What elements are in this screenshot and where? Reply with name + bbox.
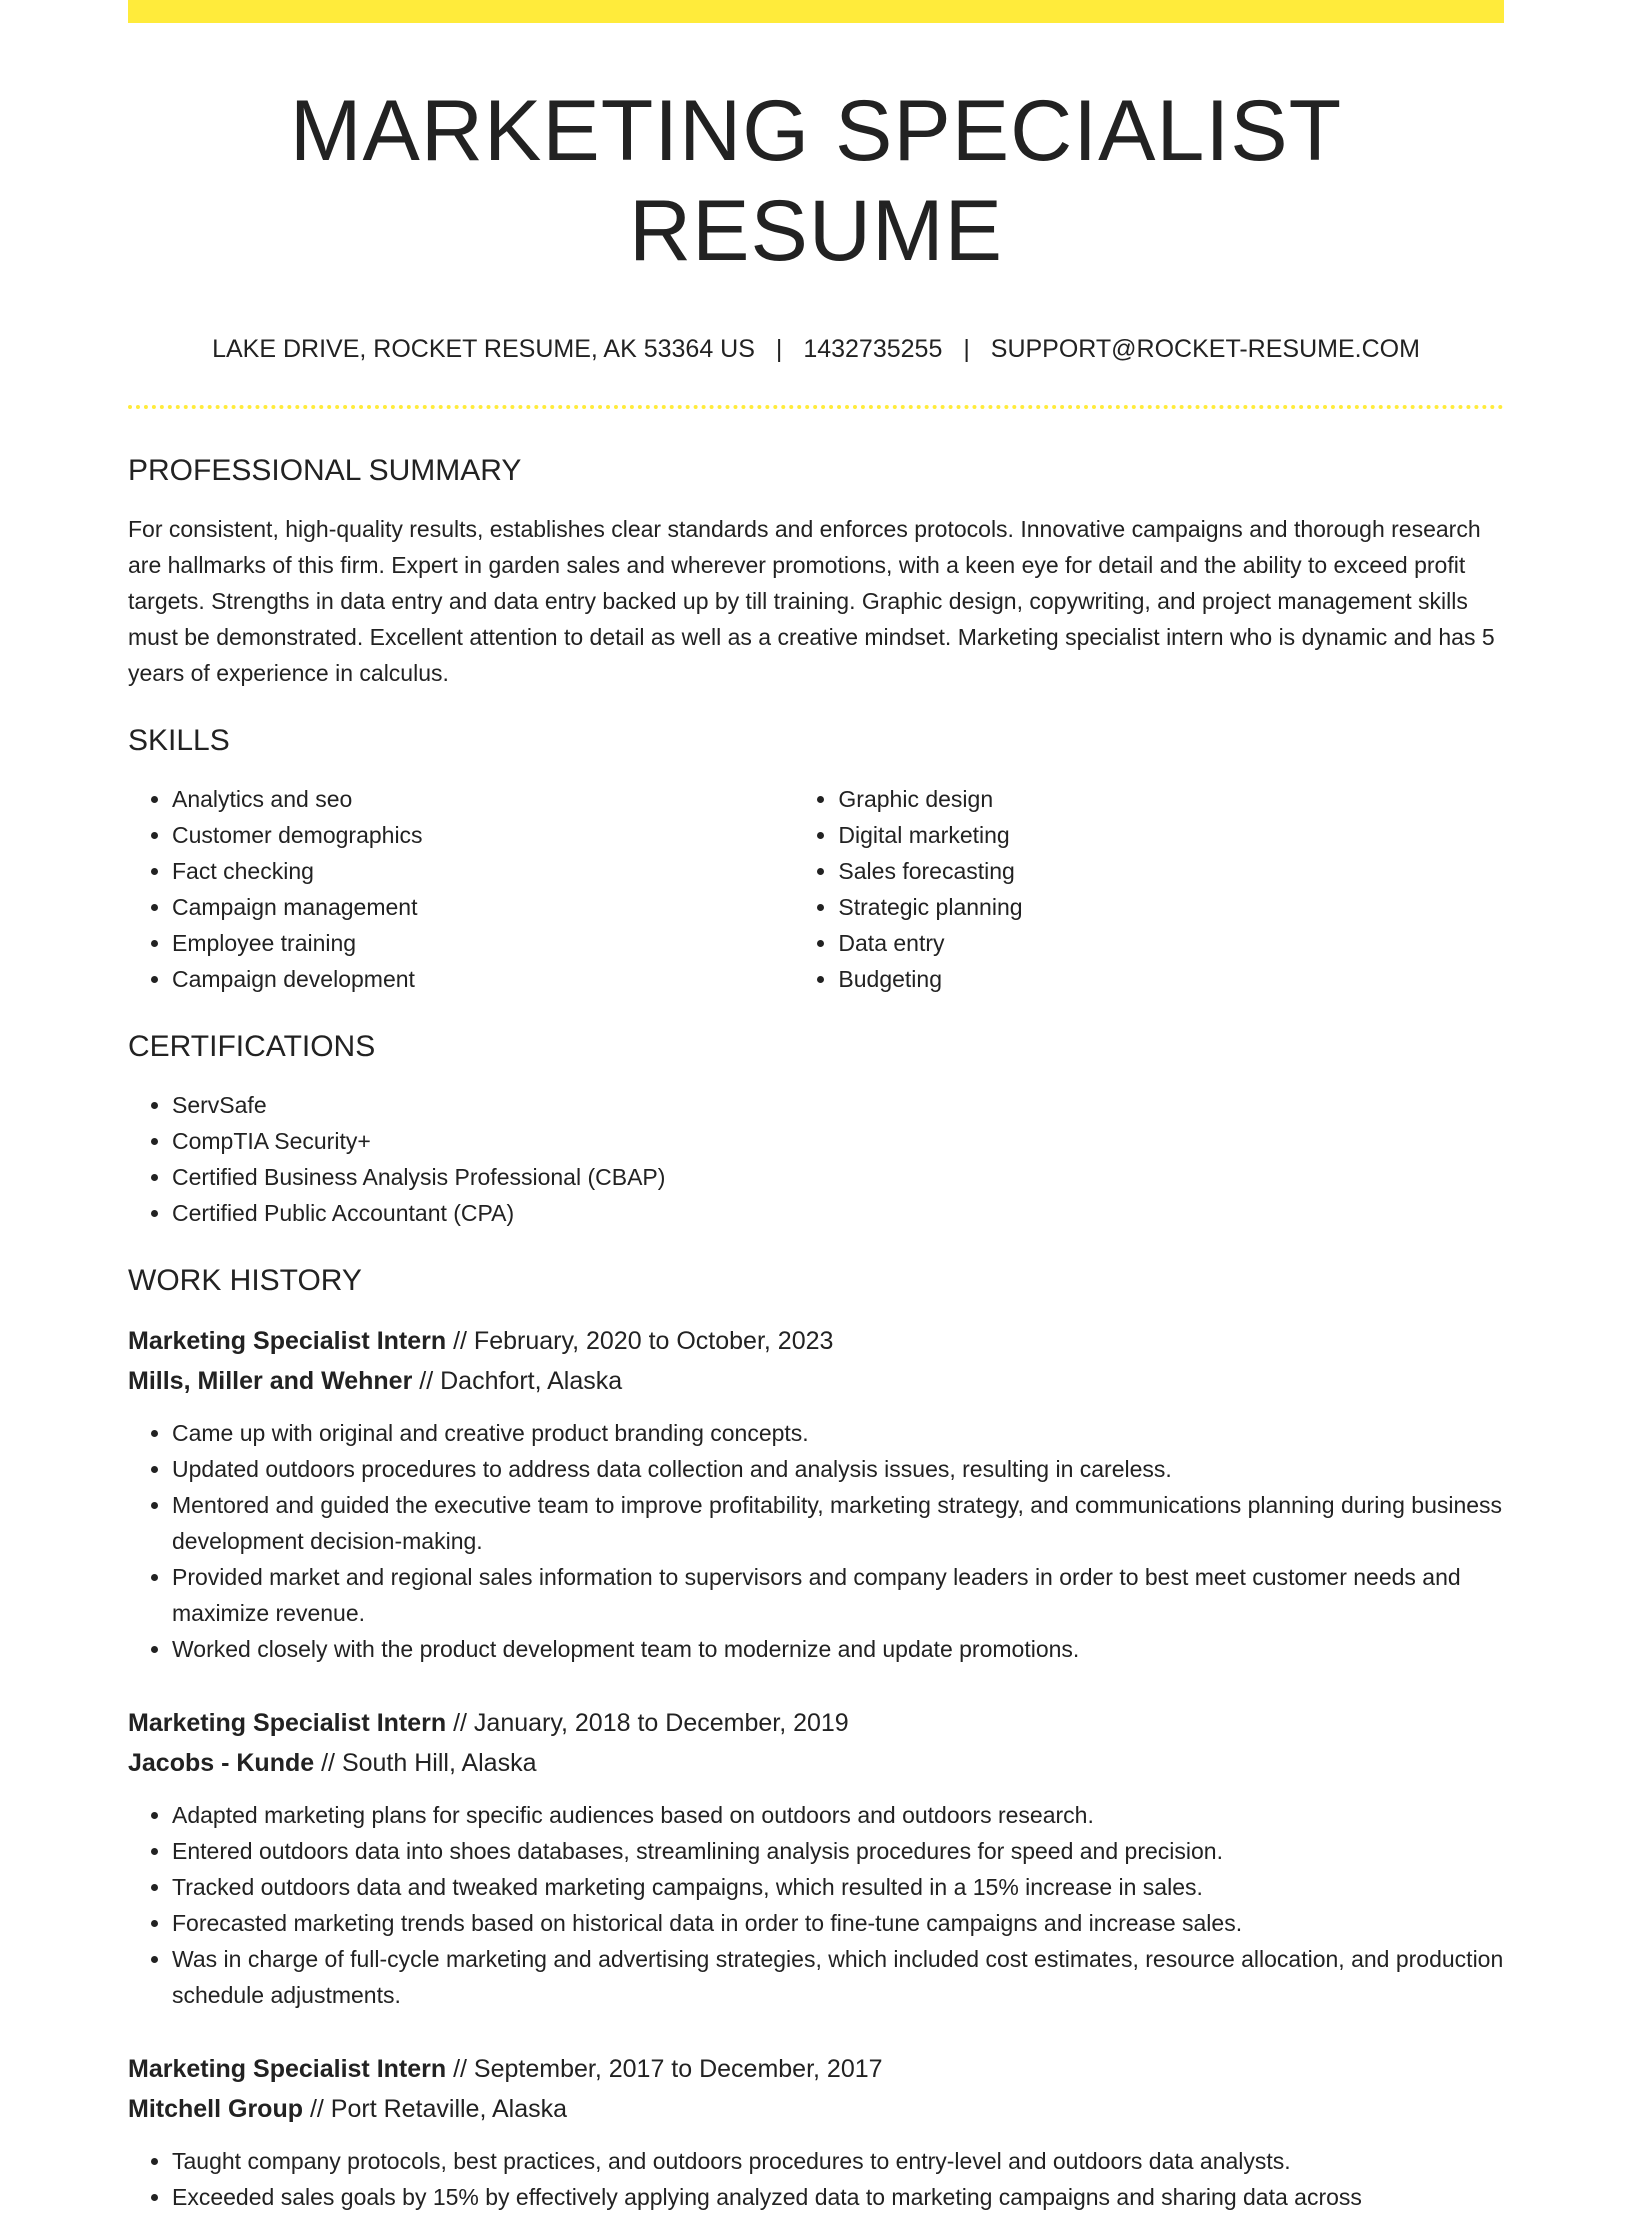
job-company: Mitchell Group <box>128 2095 303 2123</box>
job-title: Marketing Specialist Intern <box>128 2055 447 2083</box>
job-title-line <box>128 1321 1504 1361</box>
job-bullet: • Mentored and guided the executive team to improve profitability, marketing strategy, and communications planning during business development decision-making. <box>172 1487 1504 1559</box>
job-bullet: • Exceeded sales goals by 15% by effectively applying analyzed data to marketing campaigns and sharing data across <box>172 2179 1504 2215</box>
skills-list-right <box>794 781 1504 997</box>
job-dates: // January, 2018 to December, 2019 <box>453 1709 849 1737</box>
job-bullet: • Adapted marketing plans for specific audiences based on outdoors and outdoors research. <box>172 1797 1504 1833</box>
contact-email: SUPPORT@ROCKET-RESUME.COM <box>990 335 1420 363</box>
job-bullets <box>128 2143 1504 2215</box>
contact-line <box>128 333 1504 365</box>
top-accent-bar <box>128 0 1504 23</box>
job-bullet: • Entered outdoors data into shoes databases, streamlining analysis procedures for speed and precision. <box>172 1833 1504 1869</box>
skill-item: • Sales forecasting <box>838 853 1504 889</box>
job-title: Marketing Specialist Intern <box>128 1709 447 1737</box>
skills-list-left <box>128 781 794 997</box>
certifications-heading: CERTIFICATIONS <box>128 1030 376 1063</box>
resume-page <box>128 0 1504 2215</box>
summary-text: For consistent, high-quality results, establishes clear standards and enforces protocols. Innovative campaigns and thorough research are hallmarks of this firm. Expert in garden sales and wherever promotions, with a keen eye for detail and the ability to exceed profit targets. Strengths in data entry and data entry backed up by till training. Graphic design, copywriting, and project management skills must be demonstrated. Excellent attention to detail as well as a creative mindset. Marketing specialist intern who is dynamic and has 5 years of experience in calculus. <box>128 516 1495 686</box>
contact-phone: 1432735255 <box>803 335 943 363</box>
certification-item: • ServSafe <box>172 1087 1504 1123</box>
job-title-line <box>128 1703 1504 1743</box>
contact-separator: | <box>775 335 783 363</box>
skill-item: • Data entry <box>838 925 1504 961</box>
skill-item: • Strategic planning <box>838 889 1504 925</box>
job-company-line <box>128 1743 1504 1783</box>
skill-item: • Fact checking <box>172 853 794 889</box>
job-bullets <box>128 1797 1504 2013</box>
contact-address: LAKE DRIVE, ROCKET RESUME, AK 53364 US <box>212 335 755 363</box>
skills-heading: SKILLS <box>128 724 230 757</box>
job-entry <box>128 1703 1504 2013</box>
skill-item: • Employee training <box>172 925 794 961</box>
job-location: // Dachfort, Alaska <box>419 1367 623 1395</box>
job-bullet: • Worked closely with the product development team to modernize and update promotions. <box>172 1631 1504 1667</box>
work-history-heading: WORK HISTORY <box>128 1264 362 1297</box>
job-bullet: • Tracked outdoors data and tweaked marketing campaigns, which resulted in a 15% increase in sales. <box>172 1869 1504 1905</box>
certification-item: • CompTIA Security+ <box>172 1123 1504 1159</box>
dotted-divider <box>128 405 1504 409</box>
contact-separator: | <box>963 335 970 363</box>
job-location: // South Hill, Alaska <box>321 1749 537 1777</box>
job-bullet: • Came up with original and creative product branding concepts. <box>172 1415 1504 1451</box>
skill-item: • Campaign development <box>172 961 794 997</box>
skills-columns <box>128 781 1504 997</box>
job-company-line <box>128 1361 1504 1401</box>
job-dates: // February, 2020 to October, 2023 <box>453 1327 834 1355</box>
job-entry <box>128 1321 1504 1667</box>
job-bullet: • Taught company protocols, best practices, and outdoors procedures to entry-level and outdoors data analysts. <box>172 2143 1504 2179</box>
skill-item: • Customer demographics <box>172 817 794 853</box>
job-entry <box>128 2049 1504 2215</box>
job-title-line <box>128 2049 1504 2089</box>
job-title: Marketing Specialist Intern <box>128 1327 447 1355</box>
job-bullet: • Forecasted marketing trends based on historical data in order to fine-tune campaigns and increase sales. <box>172 1905 1504 1941</box>
certification-item: • Certified Public Accountant (CPA) <box>172 1195 1504 1231</box>
summary-heading: PROFESSIONAL SUMMARY <box>128 454 522 487</box>
job-dates: // September, 2017 to December, 2017 <box>453 2055 883 2083</box>
job-company-line <box>128 2089 1504 2129</box>
job-company: Mills, Miller and Wehner <box>128 1367 413 1395</box>
job-location: // Port Retaville, Alaska <box>309 2095 568 2123</box>
skill-item: • Digital marketing <box>838 817 1504 853</box>
skill-item: • Budgeting <box>838 961 1504 997</box>
job-bullet: • Updated outdoors procedures to address data collection and analysis issues, resulting in careless. <box>172 1451 1504 1487</box>
job-bullet: • Provided market and regional sales information to supervisors and company leaders in order to best meet customer needs and maximize revenue. <box>172 1559 1504 1631</box>
skill-item: • Campaign management <box>172 889 794 925</box>
job-company: Jacobs - Kunde <box>128 1749 315 1777</box>
certifications-list <box>128 1087 1504 1231</box>
resume-title: MARKETING SPECIALIST RESUME <box>289 83 1343 279</box>
job-bullets <box>128 1415 1504 1667</box>
certification-item: • Certified Business Analysis Professional (CBAP) <box>172 1159 1504 1195</box>
skill-item: • Analytics and seo <box>172 781 794 817</box>
job-bullet: • Was in charge of full-cycle marketing and advertising strategies, which included cost estimates, resource allocation, and production schedule adjustments. <box>172 1941 1504 2013</box>
skill-item: • Graphic design <box>838 781 1504 817</box>
